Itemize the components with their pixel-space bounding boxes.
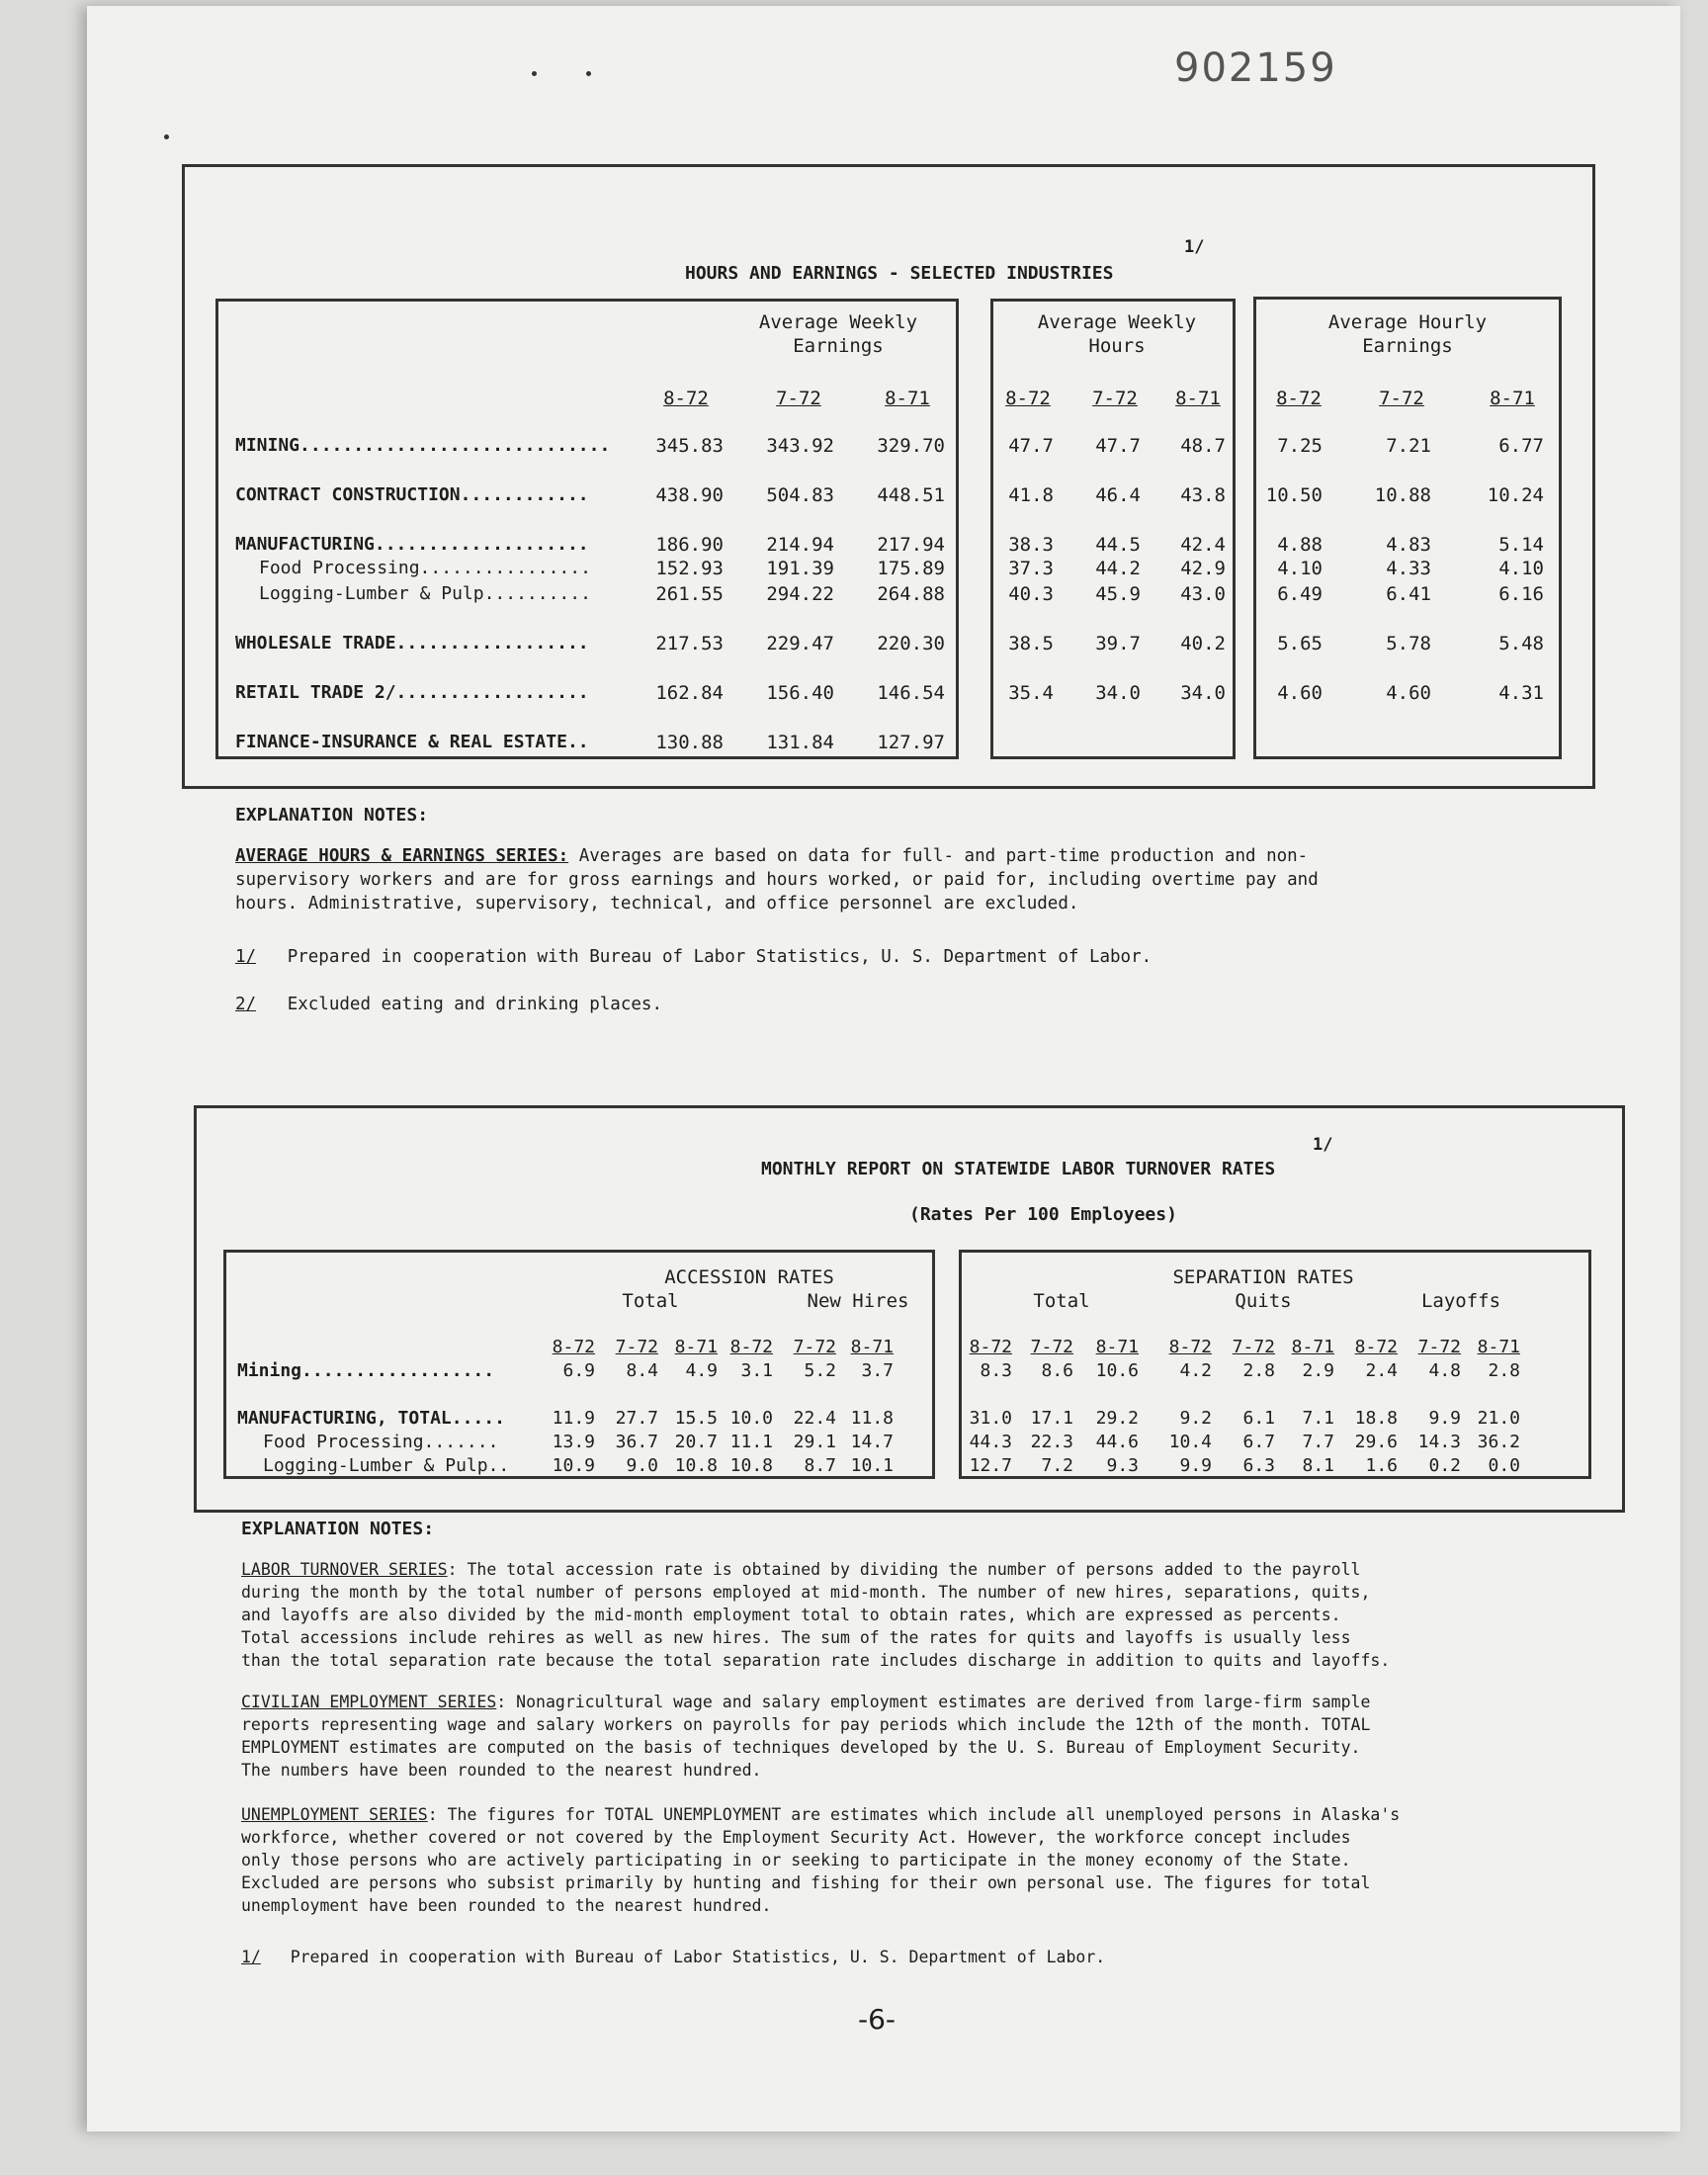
unemployment-line-1: workforce, whether covered or not covered by the Employment Security Act. However, the workforce concept includes (241, 1828, 1351, 1847)
separation-header: SEPARATION RATES (1172, 1266, 1354, 1288)
footnote-2-marker: 2/ (235, 995, 257, 1014)
hours-series-text-2: supervisory workers and are for gross earnings and hours worked, or paid for, including overtime pay and (235, 870, 1319, 890)
turnover-cell: 0.2 (1428, 1455, 1461, 1476)
table-cell: 42.4 (1180, 534, 1226, 556)
row-label: Food Processing................ (259, 558, 591, 578)
row-label: MINING............................. (235, 435, 611, 456)
turnover-cell: 10.0 (729, 1408, 773, 1429)
table-cell: 4.33 (1386, 558, 1431, 579)
table-cell: 4.60 (1386, 682, 1431, 704)
turnover-column-header-2-0: 8-72 (969, 1337, 1012, 1357)
group-header-0-line-2: Earnings (793, 335, 884, 357)
hours-series-note (235, 844, 1619, 915)
labor-turnover-line-2: and layoffs are also divided by the mid-month employment total to obtain rates, which are expressed as percents. (241, 1606, 1341, 1624)
speck (164, 134, 169, 139)
footnote-2-text: Excluded eating and drinking places. (287, 995, 662, 1014)
group-header-1-line-2: Hours (1088, 335, 1146, 357)
table-cell: 146.54 (877, 682, 945, 704)
table-cell: 10.24 (1487, 484, 1544, 506)
table-cell: 44.5 (1095, 534, 1141, 556)
unemployment-line-2: only those persons who are actively participating in or seeking to participate in the money economy of the State. (241, 1851, 1351, 1870)
table-cell: 448.51 (877, 484, 945, 506)
column-header-2-1: 7-72 (1379, 388, 1424, 409)
turnover-cell: 14.7 (850, 1432, 894, 1452)
column-header-1-1: 7-72 (1092, 388, 1138, 409)
turnover-cell: 9.2 (1179, 1408, 1212, 1429)
table-cell: 4.10 (1277, 558, 1323, 579)
turnover-cell: 9.9 (1179, 1455, 1212, 1476)
turnover-cell: 12.7 (969, 1455, 1012, 1476)
notes-heading-2: EXPLANATION NOTES: (241, 1519, 435, 1539)
labor-turnover-line-0: : The total accession rate is obtained by dividing the number of persons added to the payroll (447, 1560, 1361, 1579)
turnover-cell: 36.2 (1477, 1432, 1520, 1452)
footnote-turnover (241, 1946, 1105, 1968)
civilian-line-0: : Nonagricultural wage and salary employment estimates are derived from large-firm sample (496, 1693, 1371, 1711)
separation-total-header: Total (1033, 1290, 1090, 1312)
table-cell: 39.7 (1095, 633, 1141, 654)
hours-series-text-1: Averages are based on data for full- and part-time production and non- (578, 846, 1309, 866)
unemployment-title: UNEMPLOYMENT SERIES (241, 1805, 428, 1824)
turnover-footnote-marker: 1/ (1313, 1135, 1333, 1155)
column-header-1-2: 8-71 (1175, 388, 1221, 409)
table-cell: 48.7 (1180, 435, 1226, 457)
labor-turnover-line-1: during the month by the total number of persons employed at mid-month. The number of new hires, separations, quits, (241, 1583, 1371, 1602)
table-cell: 45.9 (1095, 583, 1141, 605)
turnover-cell: 10.1 (850, 1455, 894, 1476)
table-cell: 186.90 (655, 534, 724, 556)
turnover-cell: 36.7 (615, 1432, 658, 1452)
footnote-1-text: Prepared in cooperation with Bureau of Labor Statistics, U. S. Department of Labor. (287, 947, 1153, 967)
turnover-column-header-1-1: 7-72 (793, 1337, 836, 1357)
column-header-0-2: 8-71 (885, 388, 930, 409)
civilian-line-3: The numbers have been rounded to the nearest hundred. (241, 1761, 762, 1780)
turnover-cell: 6.7 (1242, 1432, 1275, 1452)
labor-turnover-line-3: Total accessions include rehires as well as new hires. The sum of the rates for quits and layoffs is usually less (241, 1628, 1351, 1647)
turnover-cell: 11.9 (552, 1408, 595, 1429)
turnover-cell: 4.2 (1179, 1360, 1212, 1381)
turnover-cell: 9.9 (1428, 1408, 1461, 1429)
turnover-cell: 31.0 (969, 1408, 1012, 1429)
turnover-cell: 0.0 (1488, 1455, 1520, 1476)
table-cell: 152.93 (655, 558, 724, 579)
hours-earnings-footnote-marker: 1/ (1184, 237, 1205, 257)
table-cell: 4.83 (1386, 534, 1431, 556)
civilian-line-1: reports representing wage and salary workers on payrolls for pay periods which include the 12th of the month. TOTAL (241, 1715, 1371, 1734)
civilian-employment-note (241, 1691, 1665, 1782)
table-cell: 5.48 (1498, 633, 1544, 654)
turnover-cell: 8.6 (1041, 1360, 1073, 1381)
table-cell: 43.8 (1180, 484, 1226, 506)
table-cell: 47.7 (1008, 435, 1054, 457)
table-cell: 162.84 (655, 682, 724, 704)
turnover-cell: 7.2 (1041, 1455, 1073, 1476)
turnover-subtitle: (Rates Per 100 Employees) (909, 1204, 1177, 1225)
footnote-turnover-marker: 1/ (241, 1948, 261, 1966)
table-cell: 44.2 (1095, 558, 1141, 579)
table-cell: 175.89 (877, 558, 945, 579)
turnover-column-header-1-2: 8-71 (850, 1337, 894, 1357)
new-hires-header: New Hires (807, 1290, 909, 1312)
turnover-cell: 44.3 (969, 1432, 1012, 1452)
column-header-2-0: 8-72 (1276, 388, 1322, 409)
table-cell: 5.65 (1277, 633, 1323, 654)
turnover-cell: 11.1 (729, 1432, 773, 1452)
column-header-0-1: 7-72 (776, 388, 821, 409)
table-cell: 130.88 (655, 732, 724, 753)
table-cell: 41.8 (1008, 484, 1054, 506)
table-cell: 6.49 (1277, 583, 1323, 605)
turnover-cell: 10.8 (674, 1455, 718, 1476)
table-cell: 38.5 (1008, 633, 1054, 654)
turnover-cell: 6.1 (1242, 1408, 1275, 1429)
turnover-cell: 11.8 (850, 1408, 894, 1429)
group-header-2-line-1: Average Hourly (1327, 311, 1488, 333)
turnover-cell: 22.4 (793, 1408, 836, 1429)
turnover-column-header-4-0: 8-72 (1354, 1337, 1398, 1357)
turnover-row-label: MANUFACTURING, TOTAL..... (237, 1408, 505, 1429)
table-cell: 4.10 (1498, 558, 1544, 579)
turnover-column-header-4-2: 8-71 (1477, 1337, 1520, 1357)
document-page (87, 6, 1680, 2132)
unemployment-line-3: Excluded are persons who subsist primarily by hunting and fishing for their own personal use. The figures for total (241, 1873, 1371, 1892)
turnover-cell: 2.4 (1365, 1360, 1398, 1381)
footnote-1-marker: 1/ (235, 947, 257, 967)
table-cell: 345.83 (655, 435, 724, 457)
turnover-row-label: Mining.................. (237, 1360, 495, 1381)
turnover-cell: 18.8 (1354, 1408, 1398, 1429)
table-cell: 46.4 (1095, 484, 1141, 506)
table-cell: 6.41 (1386, 583, 1431, 605)
table-cell: 37.3 (1008, 558, 1054, 579)
group-header-0-line-1: Average Weekly (758, 311, 918, 333)
turnover-column-header-0-1: 7-72 (615, 1337, 658, 1357)
hours-series-text-3: hours. Administrative, supervisory, technical, and office personnel are excluded. (235, 894, 1079, 914)
table-cell: 4.31 (1498, 682, 1544, 704)
table-cell: 7.21 (1386, 435, 1431, 457)
column-header-0-0: 8-72 (663, 388, 709, 409)
turnover-cell: 21.0 (1477, 1408, 1520, 1429)
table-cell: 34.0 (1095, 682, 1141, 704)
turnover-cell: 8.3 (980, 1360, 1012, 1381)
turnover-cell: 7.1 (1302, 1408, 1334, 1429)
table-cell: 40.2 (1180, 633, 1226, 654)
turnover-column-header-3-1: 7-72 (1232, 1337, 1275, 1357)
table-cell: 191.39 (766, 558, 834, 579)
table-cell: 7.25 (1277, 435, 1323, 457)
turnover-cell: 6.9 (562, 1360, 595, 1381)
turnover-cell: 9.3 (1106, 1455, 1139, 1476)
turnover-row-label: Logging-Lumber & Pulp.. (263, 1455, 510, 1476)
turnover-column-header-4-1: 7-72 (1417, 1337, 1461, 1357)
table-cell: 43.0 (1180, 583, 1226, 605)
table-cell: 4.88 (1277, 534, 1323, 556)
table-cell: 294.22 (766, 583, 834, 605)
turnover-cell: 10.6 (1095, 1360, 1139, 1381)
row-label: MANUFACTURING.................... (235, 534, 589, 555)
table-cell: 38.3 (1008, 534, 1054, 556)
table-cell: 40.3 (1008, 583, 1054, 605)
table-cell: 42.9 (1180, 558, 1226, 579)
turnover-cell: 5.2 (804, 1360, 836, 1381)
turnover-column-header-2-1: 7-72 (1030, 1337, 1073, 1357)
turnover-column-header-0-2: 8-71 (674, 1337, 718, 1357)
row-label: CONTRACT CONSTRUCTION............ (235, 484, 589, 505)
labor-turnover-line-4: than the total separation rate because the total separation rate includes discharge in addition to quits and layoffs. (241, 1651, 1391, 1670)
turnover-column-header-3-2: 8-71 (1291, 1337, 1334, 1357)
turnover-cell: 2.8 (1242, 1360, 1275, 1381)
page-number: -6- (858, 2003, 897, 2036)
speck (586, 71, 591, 76)
turnover-cell: 29.2 (1095, 1408, 1139, 1429)
turnover-row-label: Food Processing....... (263, 1432, 499, 1452)
turnover-cell: 8.1 (1302, 1455, 1334, 1476)
turnover-column-header-0-0: 8-72 (552, 1337, 595, 1357)
table-cell: 34.0 (1180, 682, 1226, 704)
group-header-2-line-2: Earnings (1362, 335, 1453, 357)
turnover-cell: 9.0 (626, 1455, 658, 1476)
column-header-1-0: 8-72 (1005, 388, 1051, 409)
turnover-cell: 3.1 (740, 1360, 773, 1381)
table-cell: 156.40 (766, 682, 834, 704)
footnote-turnover-text: Prepared in cooperation with Bureau of Labor Statistics, U. S. Department of Labor. (290, 1948, 1106, 1966)
turnover-column-header-3-0: 8-72 (1168, 1337, 1212, 1357)
turnover-column-header-2-2: 8-71 (1095, 1337, 1139, 1357)
table-cell: 6.77 (1498, 435, 1544, 457)
row-label: FINANCE-INSURANCE & REAL ESTATE.. (235, 732, 589, 752)
table-cell: 131.84 (766, 732, 834, 753)
turnover-cell: 4.9 (685, 1360, 718, 1381)
turnover-cell: 4.8 (1428, 1360, 1461, 1381)
turnover-cell: 8.7 (804, 1455, 836, 1476)
turnover-cell: 3.7 (861, 1360, 894, 1381)
table-cell: 217.94 (877, 534, 945, 556)
table-cell: 229.47 (766, 633, 834, 654)
unemployment-line-0: : The figures for TOTAL UNEMPLOYMENT are estimates which include all unemployed persons in Alaska's (427, 1805, 1401, 1824)
turnover-title: MONTHLY REPORT ON STATEWIDE LABOR TURNOVER RATES (761, 1159, 1276, 1179)
footnote-1 (235, 945, 1152, 969)
table-cell: 10.88 (1374, 484, 1431, 506)
notes-heading: EXPLANATION NOTES: (235, 805, 429, 826)
table-cell: 504.83 (766, 484, 834, 506)
table-cell: 35.4 (1008, 682, 1054, 704)
table-cell: 220.30 (877, 633, 945, 654)
speck (532, 71, 537, 76)
turnover-cell: 17.1 (1030, 1408, 1073, 1429)
table-cell: 261.55 (655, 583, 724, 605)
table-cell: 6.16 (1498, 583, 1544, 605)
turnover-cell: 22.3 (1030, 1432, 1073, 1452)
turnover-cell: 29.6 (1354, 1432, 1398, 1452)
row-label: WHOLESALE TRADE.................. (235, 633, 589, 653)
group-header-1-line-1: Average Weekly (1037, 311, 1197, 333)
accession-header: ACCESSION RATES (664, 1266, 834, 1288)
table-cell: 10.50 (1265, 484, 1323, 506)
turnover-cell: 6.3 (1242, 1455, 1275, 1476)
turnover-cell: 20.7 (674, 1432, 718, 1452)
turnover-cell: 10.4 (1168, 1432, 1212, 1452)
turnover-cell: 10.8 (729, 1455, 773, 1476)
row-label: Logging-Lumber & Pulp.......... (259, 583, 591, 604)
labor-turnover-note (241, 1558, 1665, 1672)
turnover-cell: 1.6 (1365, 1455, 1398, 1476)
turnover-cell: 13.9 (552, 1432, 595, 1452)
table-cell: 4.60 (1277, 682, 1323, 704)
table-cell: 329.70 (877, 435, 945, 457)
turnover-cell: 2.9 (1302, 1360, 1334, 1381)
column-header-2-2: 8-71 (1490, 388, 1535, 409)
turnover-cell: 27.7 (615, 1408, 658, 1429)
turnover-cell: 2.8 (1488, 1360, 1520, 1381)
table-cell: 343.92 (766, 435, 834, 457)
table-cell: 127.97 (877, 732, 945, 753)
hours-earnings-title: HOURS AND EARNINGS - SELECTED INDUSTRIES (685, 263, 1114, 284)
civilian-employment-title: CIVILIAN EMPLOYMENT SERIES (241, 1693, 497, 1711)
table-cell: 438.90 (655, 484, 724, 506)
hours-series-title: AVERAGE HOURS & EARNINGS SERIES: (235, 846, 569, 866)
layoffs-header: Layoffs (1420, 1290, 1501, 1312)
table-cell: 264.88 (877, 583, 945, 605)
unemployment-note (241, 1803, 1665, 1917)
civilian-line-2: EMPLOYMENT estimates are computed on the basis of techniques developed by the U. S. Bureau of Employment Security. (241, 1738, 1361, 1757)
document-number: 902159 (1174, 45, 1337, 91)
turnover-cell: 44.6 (1095, 1432, 1139, 1452)
footnote-2 (235, 993, 662, 1016)
turnover-cell: 8.4 (626, 1360, 658, 1381)
quits-header: Quits (1235, 1290, 1292, 1312)
table-cell: 5.78 (1386, 633, 1431, 654)
labor-turnover-title: LABOR TURNOVER SERIES (241, 1560, 448, 1579)
row-label: RETAIL TRADE 2/.................. (235, 682, 589, 703)
table-cell: 47.7 (1095, 435, 1141, 457)
turnover-cell: 29.1 (793, 1432, 836, 1452)
turnover-cell: 15.5 (674, 1408, 718, 1429)
turnover-cell: 10.9 (552, 1455, 595, 1476)
turnover-cell: 7.7 (1302, 1432, 1334, 1452)
turnover-cell: 14.3 (1417, 1432, 1461, 1452)
table-cell: 217.53 (655, 633, 724, 654)
turnover-column-header-1-0: 8-72 (729, 1337, 773, 1357)
table-cell: 214.94 (766, 534, 834, 556)
accession-total-header: Total (622, 1290, 679, 1312)
unemployment-line-4: unemployment have been rounded to the nearest hundred. (241, 1896, 772, 1915)
table-cell: 5.14 (1498, 534, 1544, 556)
